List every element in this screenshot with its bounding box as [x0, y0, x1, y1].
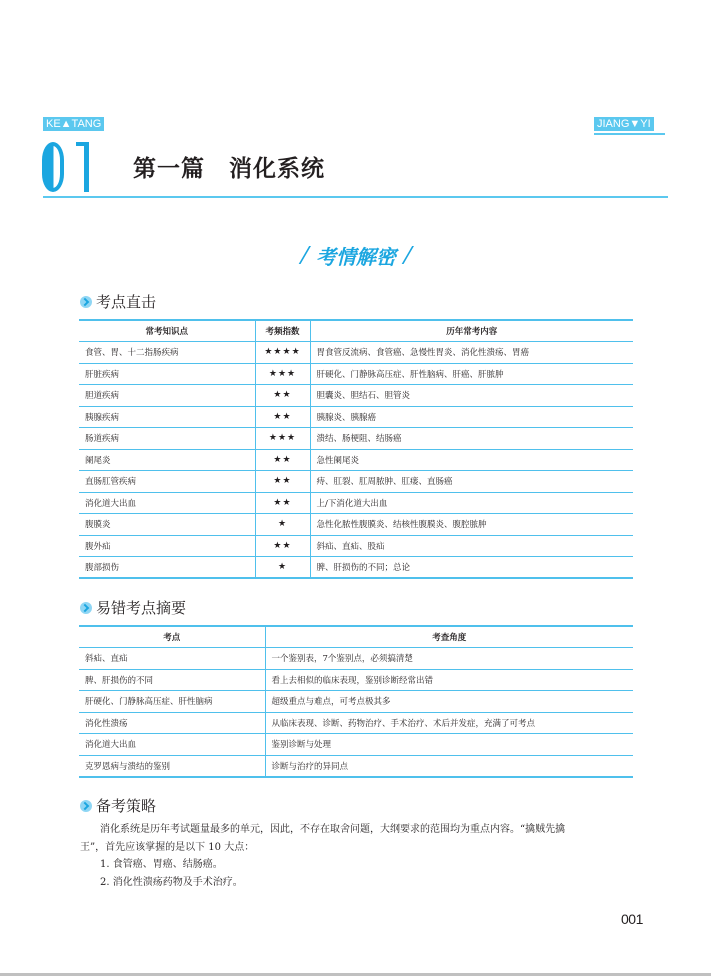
column-header: 常考知识点	[79, 320, 255, 342]
slash-decoration-icon: /	[297, 242, 312, 268]
topic-cell: 肝脏疾病	[79, 363, 255, 385]
frequency-stars: ★★	[255, 449, 310, 471]
point-cell: 克罗恩病与溃结的鉴别	[79, 755, 265, 777]
section-heading-kaodian	[80, 291, 156, 312]
content-cell: 溃结、肠梗阻、结肠癌	[310, 428, 633, 450]
table-row	[79, 755, 633, 777]
tag-underline	[594, 133, 665, 135]
table-row	[79, 471, 633, 493]
chapter-number-digit-0	[42, 142, 64, 192]
frequency-stars: ★★	[255, 385, 310, 407]
table-row	[79, 734, 633, 756]
section-heading-text: 考点直击	[96, 293, 157, 311]
chapter-title: 第一篇 消化系统	[133, 156, 325, 182]
slash-decoration-icon: /	[400, 242, 415, 268]
content-cell: 肝硬化、门静脉高压症、肝性脑病、肝癌、肝脓肿	[310, 363, 633, 385]
table-row	[79, 449, 633, 471]
frequency-stars: ★★★★	[255, 342, 310, 364]
table-row	[79, 648, 633, 670]
list-item: 1. 食管癌、胃癌、结肠癌。	[100, 859, 223, 870]
chapter-number-digit-1	[74, 142, 96, 192]
section-heading-text: 易错考点摘要	[96, 599, 187, 617]
frequency-stars: ★★★	[255, 428, 310, 450]
content-cell: 胆囊炎、胆结石、胆管炎	[310, 385, 633, 407]
angle-cell: 超级重点与难点，可考点极其多	[265, 691, 633, 713]
frequency-stars: ★	[255, 514, 310, 536]
topic-cell: 消化道大出血	[79, 492, 255, 514]
point-cell: 肝硬化、门静脉高压症、肝性脑病	[79, 691, 265, 713]
angle-cell: 从临床表现、诊断、药物治疗、手术治疗、术后并发症，充满了可考点	[265, 712, 633, 734]
section-banner	[290, 240, 422, 270]
chevron-right-icon	[80, 296, 92, 308]
content-cell: 上/下消化道大出血	[310, 492, 633, 514]
content-cell: 急性化脓性腹膜炎、结核性腹膜炎、腹腔脓肿	[310, 514, 633, 536]
header-tag-ketang: KE▲TANG	[43, 117, 104, 131]
section-heading-yicuo	[80, 597, 186, 618]
table-header-row	[79, 320, 633, 342]
frequency-stars: ★★	[255, 535, 310, 557]
chevron-right-icon	[80, 602, 92, 614]
frequency-stars: ★★★	[255, 363, 310, 385]
table-row	[79, 492, 633, 514]
table-row	[79, 363, 633, 385]
content-cell: 胰腺炎、胰腺癌	[310, 406, 633, 428]
topic-cell: 腹外疝	[79, 535, 255, 557]
table-row	[79, 428, 633, 450]
content-cell: 急性阑尾炎	[310, 449, 633, 471]
chevron-right-icon	[80, 800, 92, 812]
error-prone-points-table	[79, 625, 633, 778]
chapter-number	[42, 138, 96, 192]
angle-cell: 看上去相似的临床表现，鉴别诊断经常出错	[265, 669, 633, 691]
page-number: 001	[621, 911, 643, 927]
paragraph-line: 王”，首先应该掌握的是以下 10 大点：	[80, 841, 255, 853]
content-cell: 胃食管反流病、食管癌、急慢性胃炎、消化性溃疡、胃癌	[310, 342, 633, 364]
column-header: 考频指数	[255, 320, 310, 342]
topic-cell: 腹膜炎	[79, 514, 255, 536]
section-heading-text: 备考策略	[96, 797, 157, 815]
point-cell: 消化道大出血	[79, 734, 265, 756]
topic-cell: 腹部损伤	[79, 557, 255, 579]
content-cell: 斜疝、直疝、股疝	[310, 535, 633, 557]
table-row	[79, 712, 633, 734]
topic-cell: 阑尾炎	[79, 449, 255, 471]
table-header-row	[79, 626, 633, 648]
topic-cell: 食管、胃、十二指肠疾病	[79, 342, 255, 364]
angle-cell: 诊断与治疗的异同点	[265, 755, 633, 777]
frequency-stars: ★★	[255, 471, 310, 493]
topic-cell: 胰腺疾病	[79, 406, 255, 428]
table-row	[79, 535, 633, 557]
strategy-paragraph	[80, 821, 635, 891]
topic-cell: 胆道疾病	[79, 385, 255, 407]
table-row	[79, 514, 633, 536]
key-points-table	[79, 319, 633, 579]
point-cell: 斜疝、直疝	[79, 648, 265, 670]
header-tag-jiangyi: JIANG▼YI	[594, 117, 654, 131]
angle-cell: 一个鉴别表，7个鉴别点，必须搞清楚	[265, 648, 633, 670]
list-item: 2. 消化性溃疡药物及手术治疗。	[100, 876, 243, 888]
column-header: 考点	[79, 626, 265, 648]
content-cell: 痔、肛裂、肛周脓肿、肛瘘、直肠癌	[310, 471, 633, 493]
table-row	[79, 385, 633, 407]
section-banner-title: 考情解密	[316, 244, 396, 269]
table-row	[79, 557, 633, 579]
section-heading-beikao	[80, 795, 156, 816]
topic-cell: 肠道疾病	[79, 428, 255, 450]
column-header: 考查角度	[265, 626, 633, 648]
table-row	[79, 669, 633, 691]
frequency-stars: ★	[255, 557, 310, 579]
header-divider	[43, 196, 668, 198]
frequency-stars: ★★	[255, 492, 310, 514]
column-header: 历年常考内容	[310, 320, 633, 342]
angle-cell: 鉴别诊断与处理	[265, 734, 633, 756]
paragraph-line: 消化系统是历年考试题量最多的单元，因此，不存在取舍问题，大纲要求的范围均为重点内容。“擒贼先擒	[100, 824, 566, 835]
frequency-stars: ★★	[255, 406, 310, 428]
table-row	[79, 406, 633, 428]
point-cell: 脾、肝损伤的不同	[79, 669, 265, 691]
content-cell: 脾、肝损伤的不同；总论	[310, 557, 633, 579]
table-row	[79, 691, 633, 713]
topic-cell: 直肠肛管疾病	[79, 471, 255, 493]
point-cell: 消化性溃疡	[79, 712, 265, 734]
table-row	[79, 342, 633, 364]
